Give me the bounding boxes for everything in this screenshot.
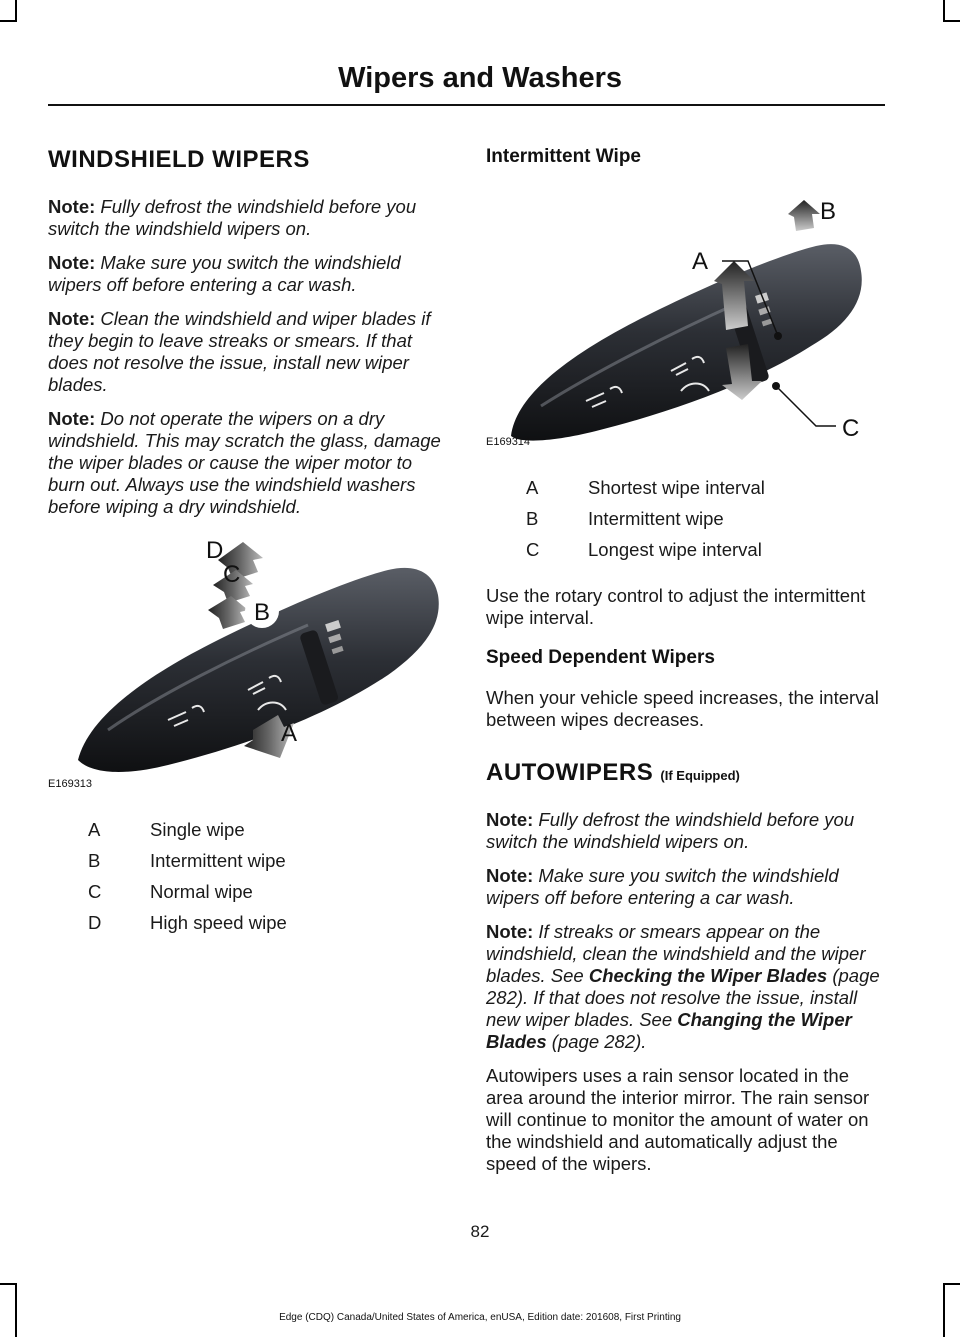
note	[486, 865, 886, 909]
right-column	[486, 140, 886, 1187]
note	[48, 252, 448, 296]
callout-b: B	[820, 198, 837, 225]
crop-mark	[943, 20, 960, 22]
note-label: Note:	[48, 408, 96, 429]
crop-mark	[943, 1283, 945, 1337]
header-rule	[48, 104, 885, 106]
crop-mark	[943, 0, 945, 22]
legend-key: C	[526, 539, 540, 560]
legend-row	[48, 876, 448, 907]
note-text: Do not operate the wipers on a dry windshield. This may scratch the glass, damage the wiper blades or cause the wiper motor to burn out. Always use the windshield washers before wiping a dry windshield.	[48, 408, 441, 517]
autowipers-title: AUTOWIPERS	[486, 759, 654, 786]
legend-key: C	[88, 881, 102, 902]
if-equipped-label: (If Equipped)	[660, 768, 740, 783]
callout-c-leader	[776, 386, 836, 426]
legend-row	[48, 845, 448, 876]
note	[48, 196, 448, 240]
callout-b: B	[254, 599, 271, 626]
callout-d: D	[206, 537, 224, 564]
rotary-text: Use the rotary control to adjust the intermittent wipe interval.	[486, 585, 866, 628]
intermittent-wipe-heading: Intermittent Wipe	[486, 146, 641, 167]
note-text: Clean the windshield and wiper blades if they begin to leave streaks or smears. If that does not resolve the issue, install new wiper blades.	[48, 308, 431, 395]
figure-legend	[486, 472, 886, 565]
note-text: Make sure you switch the windshield wipers off before entering a car wash.	[486, 865, 839, 908]
legend-key: B	[88, 850, 101, 871]
legend-key: A	[526, 477, 539, 498]
figure-code: E169314	[486, 436, 531, 448]
speed-dependent-text: When your vehicle speed increases, the interval between wipes decreases.	[486, 687, 879, 730]
crop-mark	[0, 20, 17, 22]
legend-key: A	[88, 819, 101, 840]
autowipers-text: Autowipers uses a rain sensor located in the area around the interior mirror. The rain sensor will continue to monitor the amount of water on the windshield and automatically adjust the speed of the wipers.	[486, 1065, 870, 1174]
note-text: Fully defrost the windshield before you switch the windshield wipers on.	[48, 196, 417, 239]
figure-code: E169313	[48, 778, 93, 790]
note-text: If streaks or smears appear on the windshield, clean the windshield and the wiper blades. See	[486, 921, 866, 986]
xref-changing-wiper-blades[interactable]: Changing the Wiper Blades	[486, 1009, 852, 1052]
legend-row	[48, 814, 448, 845]
legend-value: Longest wipe interval	[588, 539, 762, 560]
note-label: Note:	[486, 809, 534, 830]
callout-a: A	[692, 248, 709, 275]
note-text: (page 282).	[546, 1031, 647, 1052]
legend-value: Single wipe	[150, 819, 245, 840]
page-header-title: Wipers and Washers	[338, 62, 622, 94]
wiper-stalk-illustration	[48, 530, 448, 790]
left-column	[48, 140, 448, 958]
legend-row	[486, 534, 886, 565]
speed-dependent-heading: Speed Dependent Wipers	[486, 647, 715, 668]
note	[48, 308, 448, 396]
figure-legend	[48, 814, 448, 938]
legend-value: Normal wipe	[150, 881, 253, 902]
callout-a: A	[281, 720, 298, 747]
legend-row	[486, 472, 886, 503]
crop-mark	[15, 1283, 17, 1337]
note-label: Note:	[486, 921, 534, 942]
legend-value: Intermittent wipe	[588, 508, 724, 529]
note-label: Note:	[48, 196, 96, 217]
note-label: Note:	[486, 865, 534, 886]
windshield-wipers-heading: WINDSHIELD WIPERS	[48, 146, 310, 173]
crop-mark	[15, 0, 17, 22]
legend-value: High speed wipe	[150, 912, 287, 933]
note-label: Note:	[48, 252, 96, 273]
rotary-control-illustration	[486, 186, 886, 448]
legend-row	[48, 907, 448, 938]
note-text: Make sure you switch the windshield wipers off before entering a car wash.	[48, 252, 401, 295]
page-number: 82	[470, 1222, 490, 1241]
legend-key: B	[526, 508, 539, 529]
autowipers-heading	[486, 759, 886, 787]
note-label: Note:	[48, 308, 96, 329]
callout-c: C	[842, 415, 860, 442]
intermittent-wipe-figure	[486, 186, 886, 448]
legend-row	[486, 503, 886, 534]
xref-checking-wiper-blades[interactable]: Checking the Wiper Blades	[588, 965, 828, 986]
arrow-up-b	[208, 596, 248, 629]
crop-mark	[943, 1283, 960, 1285]
stalk-body	[511, 244, 862, 440]
legend-value: Shortest wipe interval	[588, 477, 765, 498]
crop-mark	[0, 1283, 17, 1285]
arrow-up-b	[788, 200, 820, 231]
edition-footer: Edge (CDQ) Canada/United States of America, enUSA, Edition date: 201608, First Printing	[279, 1312, 681, 1323]
note	[486, 809, 886, 853]
wiper-stalk-figure	[48, 530, 448, 790]
note	[486, 921, 886, 1053]
callout-c: C	[223, 561, 241, 588]
note-text: (page 282). If that does not resolve the issue, install new wiper blades. See	[486, 965, 880, 1030]
legend-value: Intermittent wipe	[150, 850, 286, 871]
note	[48, 408, 448, 518]
legend-key: D	[88, 912, 102, 933]
note-text: Fully defrost the windshield before you switch the windshield wipers on.	[486, 809, 855, 852]
